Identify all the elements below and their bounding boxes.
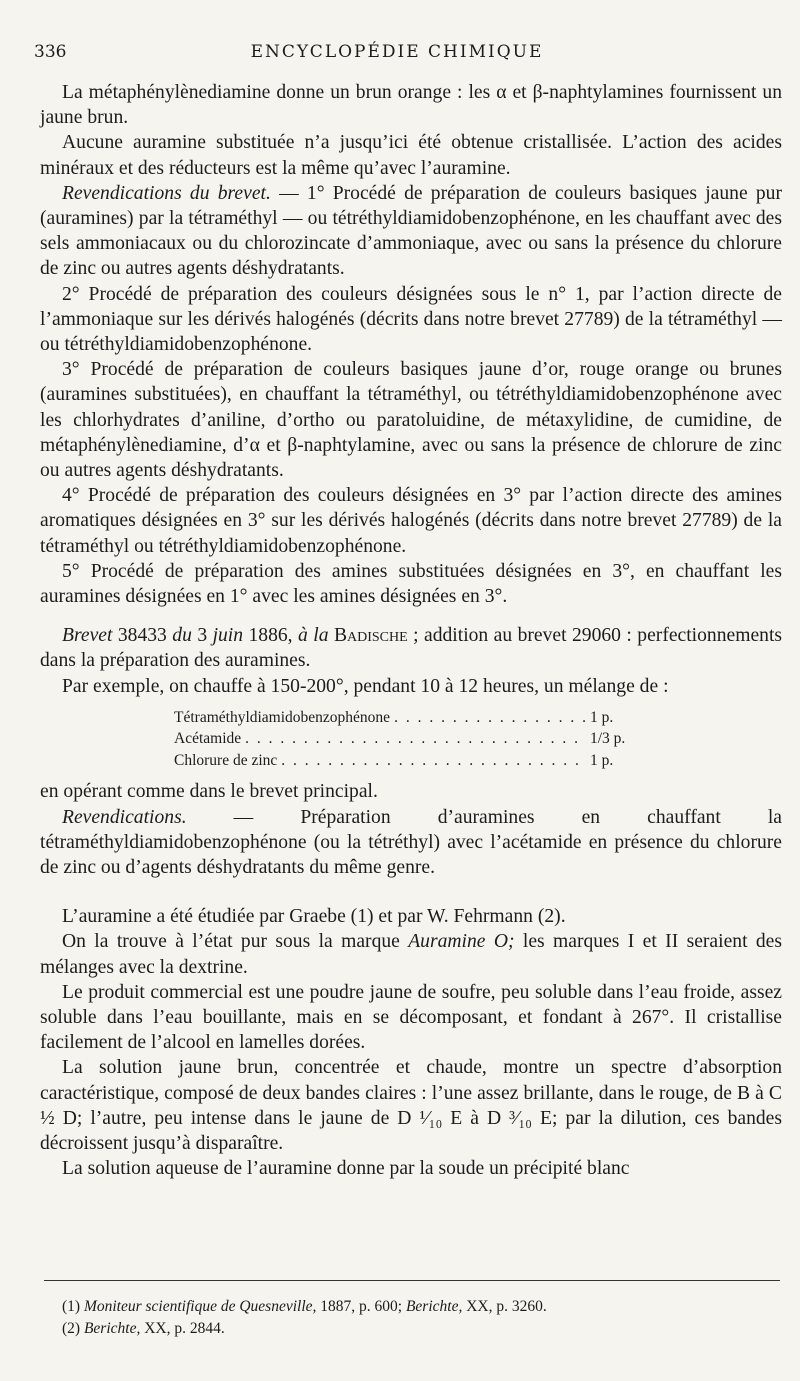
section-lead: Revendications du brevet. — [62, 182, 271, 204]
paragraph-text: ; addition au brevet 29060 : perfectionnements dans la préparation des auramines. — [40, 625, 783, 672]
footnote-text: 1887, p. 600; — [316, 1298, 406, 1315]
footnote-text: XX, p. 3260. — [462, 1298, 547, 1315]
paragraph: 4° Procédé de préparation des couleurs désignées en 3° par l’action directe des amines aromatiques désignées en 3° sur les dérivés halogénés (décrits dans notre brevet 27789) de la tétraméthyl ou tétréthyldiamidobenzophénone. — [40, 485, 782, 557]
footnote-rule — [44, 1280, 780, 1281]
paragraph-text: les marques I et II seraient des mélanges avec la dextrine. — [40, 931, 782, 978]
footnote — [62, 1318, 762, 1340]
footnotes — [62, 1296, 762, 1340]
footnote — [62, 1296, 762, 1318]
footnote-text: XX, p. 2844. — [140, 1320, 225, 1337]
footnote-journal: Berichte, — [405, 1298, 463, 1315]
paragraph — [40, 929, 782, 979]
leader-dots — [394, 707, 586, 729]
paragraph-text: On la trouve à l’état pur sous la marque — [62, 931, 409, 953]
recipe-quantity: 1/3 p. — [590, 730, 626, 748]
body-text — [40, 80, 782, 1181]
paragraph: La solution jaune brun, concentrée et chaude, montre un spectre d’absorption caractéristique, composé de deux bandes claires : l’une assez brillante, dans le rouge, de B à C ½ D; l’autre, peu intense dans le jaune de D ¹⁄₁₀ E à D ³⁄₁₀ E; par la dilution, ces bandes décroissent jusqu’à disparaître. — [40, 1057, 782, 1155]
paragraph: La métaphénylènediamine donne un brun orange : les α et β-naphtylamines fournissent un jaune brun. — [40, 82, 782, 129]
paragraph-text: — Préparation d’auramines en chauffant la tétraméthyldiamidobenzophénone (ou la tétréthyl) avec l’acétamide en présence du chlorure de zinc ou d’agents déshydratants du même genre. — [40, 806, 782, 878]
paragraph: en opérant comme dans le brevet principal. — [40, 781, 378, 803]
company-name: Badische — [328, 625, 408, 647]
recipe-ingredient: Acétamide — [174, 730, 242, 748]
page-header — [34, 42, 760, 66]
patent-year: 1886, — [243, 625, 299, 647]
footnote-source: Moniteur scientifique de Quesneville, — [83, 1298, 317, 1315]
paragraph: 5° Procédé de préparation des amines substituées désignées en 3°, en chauffant les auramines désignées en 1° avec les amines désignées en 3°. — [40, 560, 782, 608]
running-title: ENCYCLOPÉDIE CHIMIQUE — [250, 42, 544, 62]
du-word: du — [172, 625, 192, 647]
leader-dots — [245, 728, 586, 750]
paragraph: Le produit commercial est une poudre jaune de soufre, peu soluble dans l’eau froide, assez soluble dans l’eau bouillante, mais en se décomposant, et fondant à 267°. Il cristallise facilement de l’alcool en lamelles dorées. — [40, 981, 782, 1054]
paragraph: Par exemple, on chauffe à 150-200°, pendant 10 à 12 heures, un mélange de : — [62, 675, 669, 697]
footnote-journal: Berichte, — [83, 1320, 141, 1337]
paragraph — [40, 181, 782, 282]
section-lead: Revendications. — [62, 806, 187, 828]
page-number: 336 — [34, 42, 67, 62]
footnote-number: (1) — [62, 1298, 84, 1315]
recipe-ingredient: Tétraméthyldiamidobenzophénone — [174, 708, 391, 726]
footnote-number: (2) — [62, 1320, 84, 1337]
recipe-quantity: 1 p. — [590, 751, 614, 769]
brand-name: Auramine O; — [408, 931, 515, 953]
paragraph: Aucune auramine substituée n’a jusqu’ici été obtenue cristallisée. L’action des acides minéraux et des réducteurs est la même qu’avec l’auramine. — [40, 132, 782, 179]
recipe-ingredient: Chlorure de zinc — [174, 751, 278, 769]
paragraph — [40, 623, 782, 673]
patent-number: 38433 — [112, 625, 173, 647]
spacer — [40, 609, 782, 623]
leader-dots — [281, 750, 586, 772]
paragraph: L’auramine a été étudiée par Graebe (1) et par W. Fehrmann (2). — [62, 906, 566, 928]
spacer — [40, 880, 782, 904]
recipe-list — [174, 707, 634, 772]
patent-month: juin — [212, 625, 244, 647]
paragraph: La solution aqueuse de l’auramine donne par la soude un précipité blanc — [62, 1158, 630, 1180]
paragraph: 3° Procédé de préparation de couleurs basiques jaune d’or, rouge orange ou brunes (auramines substituées), en chauffant la tétraméthyl, ou tétréthyldiamidobenzophénone avec les chlorhydrates d’aniline, d’ortho ou paratoluidine, de métaxylidine, de cumidine, de métaphénylènediamine, d’α et β-naphtylamine, avec ou sans la présence de chlorure de zinc ou autres agents déshydratants. — [40, 359, 782, 482]
paragraph-text: — 1° Procédé de préparation de couleurs basiques jaune pur (auramines) par la tétraméthyl — ou tétréthyldiamidobenzophénone, en les chauffant avec des sels ammoniacaux ou du chlorozincate d’ammoniaque, avec ou sans la présence du chlorure de zinc ou autres agents déshydratants. — [40, 182, 782, 280]
patent-day: 3 — [191, 625, 213, 647]
paragraph: 2° Procédé de préparation des couleurs désignées sous le n° 1, par l’action directe de l’ammoniaque sur les dérivés halogénés (décrits dans notre brevet 27789) de la tétraméthyl — ou tétréthyldiamidobenzophénone. — [40, 283, 782, 356]
recipe-quantity: 1 p. — [590, 708, 614, 726]
paragraph — [40, 805, 782, 881]
a-la-word: à la — [298, 625, 329, 647]
brevet-word: Brevet — [62, 625, 113, 647]
recipe-row — [174, 750, 634, 772]
recipe-row — [174, 707, 634, 729]
recipe-row — [174, 728, 634, 750]
